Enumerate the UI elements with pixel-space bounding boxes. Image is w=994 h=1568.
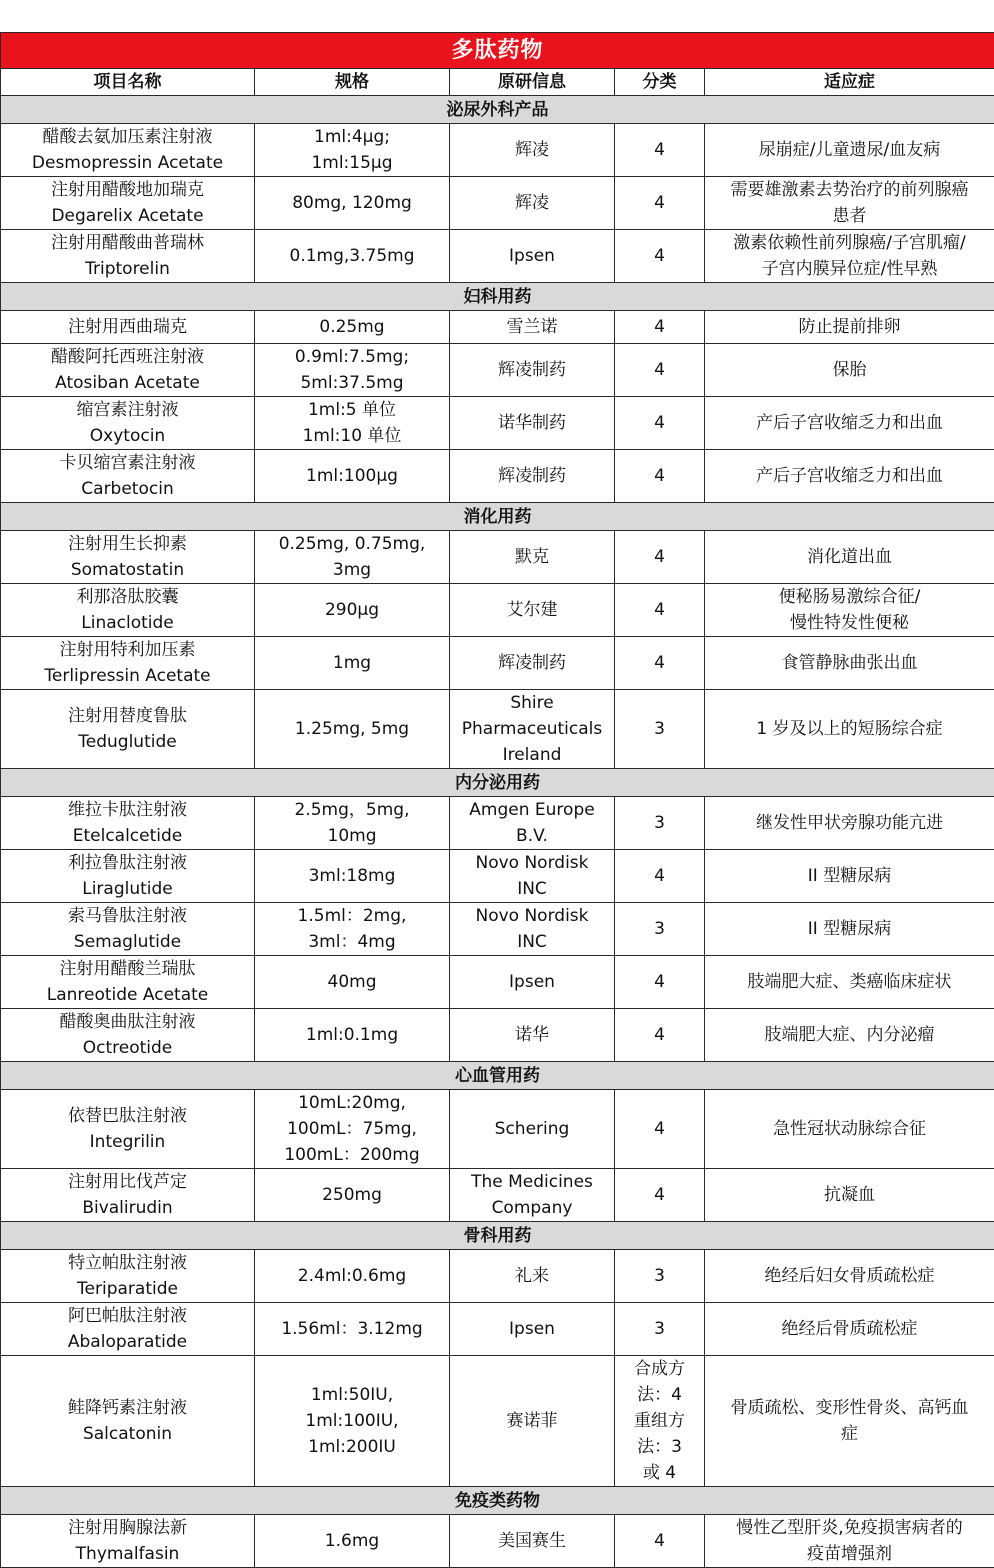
drug-name-en: Lanreotide Acetate: [5, 982, 250, 1008]
cell-originator: Novo Nordisk INC: [450, 903, 615, 956]
cell-indication: 绝经后骨质疏松症: [705, 1303, 994, 1356]
cell-indication: 食管静脉曲张出血: [705, 637, 994, 690]
table-row: [1, 690, 994, 769]
cell-spec: 2.4ml:0.6mg: [255, 1250, 450, 1303]
cell-originator: 礼来: [450, 1250, 615, 1303]
cell-originator: Ipsen: [450, 956, 615, 1009]
cell-name: [1, 903, 255, 956]
cell-class: 4: [615, 637, 705, 690]
drug-name-en: Terlipressin Acetate: [5, 663, 250, 689]
cell-class: 4: [615, 850, 705, 903]
header-name: 项目名称: [1, 69, 255, 96]
cell-originator: 辉凌制药: [450, 344, 615, 397]
cell-originator: 默克: [450, 531, 615, 584]
drug-name-cn: 鲑降钙素注射液: [5, 1395, 250, 1421]
drug-name-cn: 醋酸阿托西班注射液: [5, 344, 250, 370]
table-row: [1, 637, 994, 690]
table-title: 多肽药物: [1, 33, 994, 69]
drug-name-cn: 阿巴帕肽注射液: [5, 1303, 250, 1329]
cell-class: 4: [615, 1515, 705, 1568]
cell-indication: 肢端肥大症、内分泌瘤: [705, 1009, 994, 1062]
drug-name-en: Etelcalcetide: [5, 823, 250, 849]
cell-spec: 290μg: [255, 584, 450, 637]
drug-name-en: Teriparatide: [5, 1276, 250, 1302]
cell-indication: 消化道出血: [705, 531, 994, 584]
drug-name-cn: 注射用替度鲁肽: [5, 703, 250, 729]
cell-class: 4: [615, 311, 705, 344]
drug-name-en: Salcatonin: [5, 1421, 250, 1447]
drug-name-en: Atosiban Acetate: [5, 370, 250, 396]
drug-name-cn: 注射用醋酸兰瑞肽: [5, 956, 250, 982]
cell-spec: 3ml:18mg: [255, 850, 450, 903]
cell-class: 3: [615, 1303, 705, 1356]
cell-indication: 肢端肥大症、类癌临床症状: [705, 956, 994, 1009]
header-class: 分类: [615, 69, 705, 96]
cell-name: [1, 450, 255, 503]
drug-name-cn: 缩宫素注射液: [5, 397, 250, 423]
category-row: [1, 1487, 994, 1515]
drug-name-en: Bivalirudin: [5, 1195, 250, 1221]
cell-indication: 继发性甲状旁腺功能亢进: [705, 797, 994, 850]
cell-spec: 1ml:5 单位 1ml:10 单位: [255, 397, 450, 450]
cell-spec: 1.6mg: [255, 1515, 450, 1568]
table-row: [1, 397, 994, 450]
cell-spec: 1mg: [255, 637, 450, 690]
category-row: [1, 769, 994, 797]
drug-name-cn: 注射用特利加压素: [5, 637, 250, 663]
cell-name: [1, 850, 255, 903]
cell-name: [1, 637, 255, 690]
cell-class: 4: [615, 531, 705, 584]
table-row: [1, 311, 994, 344]
cell-indication: 尿崩症/儿童遗尿/血友病: [705, 124, 994, 177]
category-label: 消化用药: [1, 503, 994, 531]
drug-name-en: Semaglutide: [5, 929, 250, 955]
category-label: 内分泌用药: [1, 769, 994, 797]
cell-originator: The Medicines Company: [450, 1169, 615, 1222]
drug-name-cn: 注射用生长抑素: [5, 531, 250, 557]
cell-class: 4: [615, 397, 705, 450]
cell-originator: Shire Pharmaceuticals Ireland: [450, 690, 615, 769]
cell-class: 合成方 法：4 重组方 法：3 或 4: [615, 1356, 705, 1487]
cell-originator: 辉凌: [450, 124, 615, 177]
table-row: [1, 531, 994, 584]
header-indication: 适应症: [705, 69, 994, 96]
table-row: [1, 1356, 994, 1487]
table-row: [1, 584, 994, 637]
cell-originator: 美国赛生: [450, 1515, 615, 1568]
table-body: [1, 33, 994, 1568]
cell-originator: Novo Nordisk INC: [450, 850, 615, 903]
drug-name-en: Carbetocin: [5, 476, 250, 502]
drug-name-cn: 卡贝缩宫素注射液: [5, 450, 250, 476]
cell-name: [1, 311, 255, 344]
cell-spec: 1ml:50IU, 1ml:100IU, 1ml:200IU: [255, 1356, 450, 1487]
cell-class: 4: [615, 124, 705, 177]
header-originator: 原研信息: [450, 69, 615, 96]
table-row: [1, 177, 994, 230]
table-row: [1, 1250, 994, 1303]
cell-name: [1, 1090, 255, 1169]
cell-spec: 80mg, 120mg: [255, 177, 450, 230]
cell-indication: 产后子宫收缩乏力和出血: [705, 397, 994, 450]
cell-originator: Ipsen: [450, 1303, 615, 1356]
cell-class: 3: [615, 903, 705, 956]
cell-class: 4: [615, 177, 705, 230]
drug-name-cn: 依替巴肽注射液: [5, 1103, 250, 1129]
cell-originator: 辉凌制药: [450, 637, 615, 690]
drug-name-cn: 利那洛肽胶囊: [5, 584, 250, 610]
cell-name: [1, 397, 255, 450]
cell-name: [1, 1303, 255, 1356]
cell-name: [1, 531, 255, 584]
drug-name-cn: 注射用比伐芦定: [5, 1169, 250, 1195]
cell-spec: 0.25mg, 0.75mg, 3mg: [255, 531, 450, 584]
category-label: 泌尿外科产品: [1, 96, 994, 124]
cell-spec: 1.25mg, 5mg: [255, 690, 450, 769]
cell-indication: 1 岁及以上的短肠综合症: [705, 690, 994, 769]
cell-spec: 0.25mg: [255, 311, 450, 344]
drug-name-cn: 维拉卡肽注射液: [5, 797, 250, 823]
cell-spec: 10mL:20mg, 100mL：75mg, 100mL：200mg: [255, 1090, 450, 1169]
cell-name: [1, 1356, 255, 1487]
cell-indication: 骨质疏松、变形性骨炎、高钙血 症: [705, 1356, 994, 1487]
table-row: [1, 903, 994, 956]
cell-class: 3: [615, 797, 705, 850]
category-row: [1, 1222, 994, 1250]
cell-spec: 1.5ml：2mg, 3ml：4mg: [255, 903, 450, 956]
cell-name: [1, 1515, 255, 1568]
cell-spec: 1.56ml：3.12mg: [255, 1303, 450, 1356]
drug-name-en: Desmopressin Acetate: [5, 150, 250, 176]
drug-name-en: Octreotide: [5, 1035, 250, 1061]
drug-name-en: Thymalfasin: [5, 1541, 250, 1567]
drug-name-en: Linaclotide: [5, 610, 250, 636]
drug-name-en: Somatostatin: [5, 557, 250, 583]
drug-name-cn: 注射用醋酸地加瑞克: [5, 177, 250, 203]
drug-name-en: Oxytocin: [5, 423, 250, 449]
cell-name: [1, 1250, 255, 1303]
cell-spec: 40mg: [255, 956, 450, 1009]
cell-originator: Amgen Europe B.V.: [450, 797, 615, 850]
table-row: [1, 850, 994, 903]
category-row: [1, 96, 994, 124]
drug-name-en: Integrilin: [5, 1129, 250, 1155]
table-row: [1, 1009, 994, 1062]
cell-class: 4: [615, 1090, 705, 1169]
cell-indication: 需要雄激素去势治疗的前列腺癌 患者: [705, 177, 994, 230]
cell-name: [1, 124, 255, 177]
cell-spec: 0.9ml:7.5mg; 5ml:37.5mg: [255, 344, 450, 397]
cell-indication: 慢性乙型肝炎,免疫损害病者的 疫苗增强剂: [705, 1515, 994, 1568]
table-row: [1, 1303, 994, 1356]
cell-indication: 激素依赖性前列腺癌/子宫肌瘤/ 子宫内膜异位症/性早熟: [705, 230, 994, 283]
cell-indication: 便秘肠易激综合征/ 慢性特发性便秘: [705, 584, 994, 637]
cell-name: [1, 584, 255, 637]
cell-indication: 急性冠状动脉综合征: [705, 1090, 994, 1169]
drug-name-en: Triptorelin: [5, 256, 250, 282]
drug-name-cn: 索马鲁肽注射液: [5, 903, 250, 929]
header-row: [1, 69, 994, 96]
header-spec: 规格: [255, 69, 450, 96]
cell-indication: 绝经后妇女骨质疏松症: [705, 1250, 994, 1303]
cell-class: 4: [615, 584, 705, 637]
cell-name: [1, 797, 255, 850]
drug-name-cn: 醋酸去氨加压素注射液: [5, 124, 250, 150]
category-label: 心血管用药: [1, 1062, 994, 1090]
drug-name-en: Liraglutide: [5, 876, 250, 902]
table-row: [1, 956, 994, 1009]
cell-class: 4: [615, 230, 705, 283]
drug-name-en: Abaloparatide: [5, 1329, 250, 1355]
table-row: [1, 450, 994, 503]
table-row: [1, 344, 994, 397]
drug-name-en: Teduglutide: [5, 729, 250, 755]
table-row: [1, 230, 994, 283]
cell-class: 4: [615, 450, 705, 503]
cell-indication: 产后子宫收缩乏力和出血: [705, 450, 994, 503]
cell-spec: 0.1mg,3.75mg: [255, 230, 450, 283]
cell-name: [1, 1009, 255, 1062]
cell-name: [1, 177, 255, 230]
cell-class: 4: [615, 1169, 705, 1222]
drug-name-en: Degarelix Acetate: [5, 203, 250, 229]
category-row: [1, 503, 994, 531]
cell-originator: 诺华: [450, 1009, 615, 1062]
cell-class: 3: [615, 1250, 705, 1303]
cell-originator: 辉凌: [450, 177, 615, 230]
cell-indication: 防止提前排卵: [705, 311, 994, 344]
category-label: 骨科用药: [1, 1222, 994, 1250]
category-row: [1, 283, 994, 311]
cell-originator: 雪兰诺: [450, 311, 615, 344]
title-row: [1, 33, 994, 69]
drug-name-cn: 注射用醋酸曲普瑞林: [5, 230, 250, 256]
cell-originator: Ipsen: [450, 230, 615, 283]
table-row: [1, 1090, 994, 1169]
cell-name: [1, 956, 255, 1009]
cell-spec: 1ml:4μg; 1ml:15μg: [255, 124, 450, 177]
cell-class: 4: [615, 1009, 705, 1062]
cell-name: [1, 1169, 255, 1222]
table-row: [1, 797, 994, 850]
cell-name: [1, 344, 255, 397]
cell-spec: 1ml:100μg: [255, 450, 450, 503]
cell-originator: 辉凌制药: [450, 450, 615, 503]
cell-originator: 赛诺菲: [450, 1356, 615, 1487]
peptide-drug-table: [0, 32, 994, 1568]
cell-indication: II 型糖尿病: [705, 850, 994, 903]
table-row: [1, 124, 994, 177]
category-row: [1, 1062, 994, 1090]
drug-name-cn: 利拉鲁肽注射液: [5, 850, 250, 876]
category-label: 免疫类药物: [1, 1487, 994, 1515]
cell-spec: 250mg: [255, 1169, 450, 1222]
drug-name-cn: 特立帕肽注射液: [5, 1250, 250, 1276]
drug-name-cn: 注射用西曲瑞克: [5, 314, 250, 340]
cell-spec: 2.5mg，5mg, 10mg: [255, 797, 450, 850]
cell-name: [1, 230, 255, 283]
cell-originator: 艾尔建: [450, 584, 615, 637]
drug-name-cn: 醋酸奥曲肽注射液: [5, 1009, 250, 1035]
cell-originator: 诺华制药: [450, 397, 615, 450]
cell-class: 4: [615, 956, 705, 1009]
cell-class: 3: [615, 690, 705, 769]
cell-indication: II 型糖尿病: [705, 903, 994, 956]
cell-indication: 保胎: [705, 344, 994, 397]
table-row: [1, 1169, 994, 1222]
cell-class: 4: [615, 344, 705, 397]
cell-spec: 1ml:0.1mg: [255, 1009, 450, 1062]
cell-name: [1, 690, 255, 769]
category-label: 妇科用药: [1, 283, 994, 311]
cell-originator: Schering: [450, 1090, 615, 1169]
cell-indication: 抗凝血: [705, 1169, 994, 1222]
table-row: [1, 1515, 994, 1568]
drug-name-cn: 注射用胸腺法新: [5, 1515, 250, 1541]
